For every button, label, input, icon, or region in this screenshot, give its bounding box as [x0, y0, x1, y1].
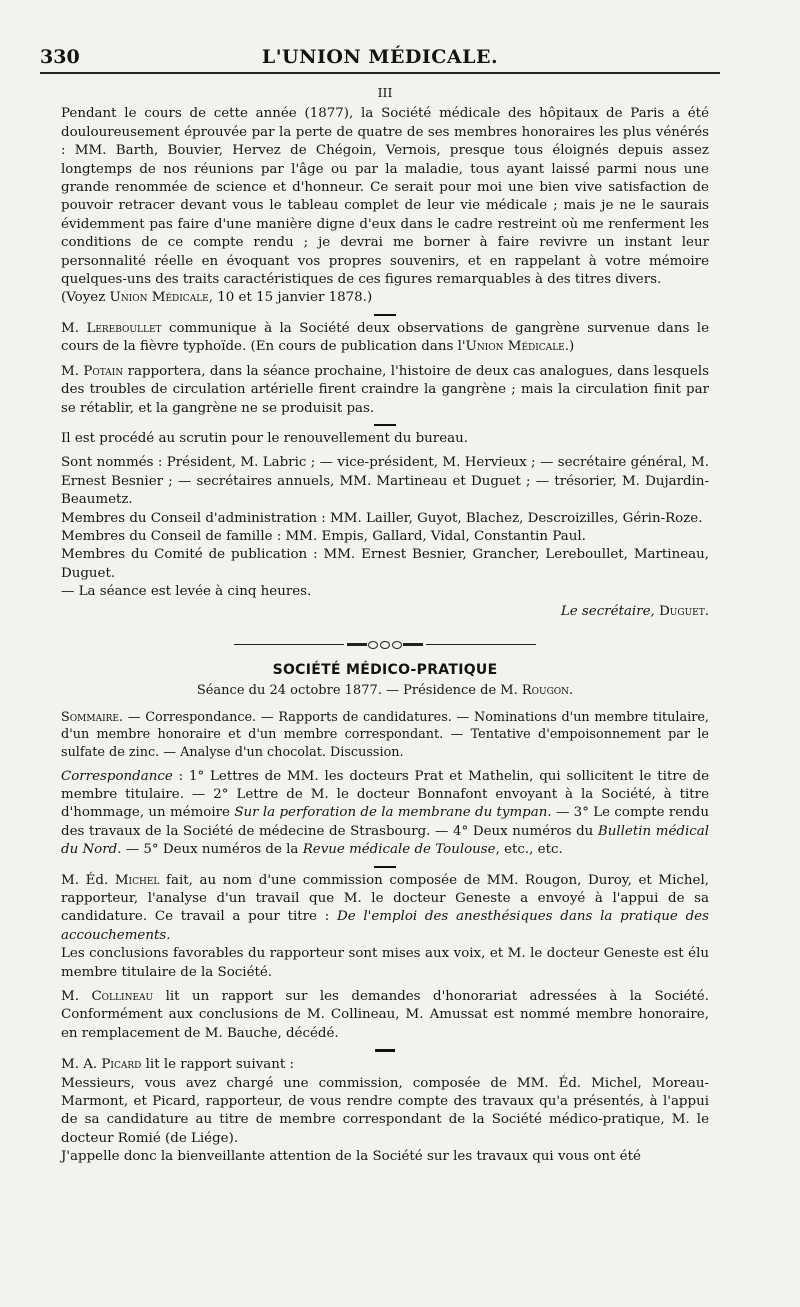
speaker-name: Potain [83, 363, 124, 379]
page-content [61, 80, 709, 1167]
paragraph-messieurs: Messieurs, vous avez chargé une commission, composée de MM. Éd. Michel, Moreau-Marmont, et Picard, rapporteur, de vous rendre compte des travaux qu'a présentés, à l'appui de sa candidature au titre de membre correspondant de la Société médico-pratique, M. le docteur Romié (de Liége). [61, 1075, 709, 1146]
session-line: Séance du 24 octobre 1877. — Présidence de M. Rougon. [196, 683, 574, 699]
correspondence-label: Correspondance [61, 768, 173, 784]
paragraph-correspondence: Correspondance : 1° Lettres de MM. les docteurs Prat et Mathelin, qui sollicitent le titre de membre titulaire. — 2° Lettre de M. le docteur Bonnafont envoyant à la Société, à titre d'hommage, un mémoire Sur la perforation de la membrane du tympan. — 3° Le compte rendu des travaux de la Société de médecine de Strasbourg. — 4° Deux numéros du Bulletin médical du Nord. — 5° Deux numéros de la Revue médicale de Toulouse, etc., etc. [61, 768, 709, 858]
paragraph-publication-committee: Membres du Comité de publication : MM. Ernest Besnier, Grancher, Lereboullet, Martineau, Duguet. [61, 547, 709, 581]
society-title: SOCIÉTÉ MÉDICO-PRATIQUE [272, 661, 498, 678]
journal-name: Union Médicale [109, 290, 209, 306]
page-header [40, 42, 720, 70]
header-rule [40, 72, 720, 74]
speaker-name: Lereboullet [86, 320, 162, 336]
running-title: L'UNION MÉDICALE. [261, 46, 499, 68]
paragraph-session-closed: — La séance est levée à cinq heures. [61, 584, 312, 600]
paragraph-see-reference: (Voyez Union Médicale, 10 et 15 janvier 1878.) [61, 290, 373, 306]
paragraph-lereboullet: M. Lereboullet communique à la Société deux observations de gangrène survenue dans le cours de la fièvre typhoïde. (En cours de publication dans l'Union Médicale.) [61, 320, 709, 355]
section-ornament [61, 641, 709, 649]
journal-name: Union Médicale [465, 339, 565, 355]
paragraph-admin-council: Membres du Conseil d'administration : MM. Lailler, Guyot, Blachez, Descroizilles, Gérin-Roze. [61, 510, 703, 526]
paragraph-collineau: M. Collineau lit un rapport sur les demandes d'honorariat adressées à la Société. Conformément aux conclusions de M. Collineau, M. Amussat est nommé membre honoraire, en remplacement de M. Bauche, décédé. [61, 989, 709, 1041]
paragraph-jappelle: J'appelle donc la bienveillante attention de la Société sur les travaux qui vous ont été [61, 1149, 641, 1165]
summary-paragraph: Sommaire. — Correspondance. — Rapports de candidatures. — Nominations d'un membre titulaire, d'un membre honoraire et d'un membre correspondant. — Tentative d'empoisonnement par le sulfate de zinc. — Analyse d'un chocolat. Discussion. [61, 709, 709, 760]
paragraph-officers: Sont nommés : Président, M. Labric ; — vice-président, M. Hervieux ; — secrétaire général, M. Ernest Besnier ; — secrétaires annuels, MM. Martineau et Duguet ; — trésorier, M. Dujardin-Beaumetz. [61, 455, 709, 508]
paragraph-hospital-society: Pendant le cours de cette année (1877), la Société médicale des hôpitaux de Paris a été douloureusement éprouvée par la perte de quatre de ses membres honoraires les plus vénérés : MM. Barth, Bouvier, Hervez de Chégoin, Vernois, presque tous éloignés depuis assez longtemps de nos réunions par l'âge ou par la maladie, tous ayant laissé parmi nous une grande renommée de science et d'honneur. Ce serait pour moi une bien vive satisfaction de pouvoir retracer devant vous le tableau complet de leur vie médicale ; mais je ne le saurais évidemment pas faire d'une manière digne d'eux dans le cadre restreint où me renferment les conditions de ce compte rendu ; je devrai me borner à faire revivre un instant leur personnalité réelle en évoquant vos propres souvenirs, et en rappelant à votre mémoire quelques-uns des traits caractéristiques de ces figures remarquables à des titres divers. [61, 106, 709, 288]
paragraph-michel: M. Éd. Michel fait, au nom d'une commission composée de MM. Rougon, Duroy, et Michel, rapporteur, l'analyse d'un travail que M. le docteur Geneste a envoyé à l'appui de sa candidature. Ce travail a pour titre : De l'emploi des anesthésiques dans la pratique des accouchements. [61, 872, 709, 943]
speaker-name: Michel [114, 872, 160, 888]
paragraph-picard: M. A. Picard lit le rapport suivant : [61, 1057, 295, 1073]
separator-rule [374, 424, 396, 426]
paragraph-conclusions: Les conclusions favorables du rapporteur sont mises aux voix, et M. le docteur Geneste est élu membre titulaire de la Société. [61, 946, 709, 980]
speaker-name: Collineau [91, 989, 154, 1005]
separator-rule [374, 314, 396, 316]
paragraph-potain: M. Potain rapportera, dans la séance prochaine, l'histoire de deux cas analogues, dans lesquels des troubles de circulation artérielle firent craindre la gangrène ; mais la circulation finit par se rétablir, et la gangrène ne se produisit pas. [61, 363, 709, 416]
secretary-signature: Le secrétaire, Duguet. [560, 603, 709, 619]
speaker-name: Picard [101, 1057, 142, 1073]
summary-label: Sommaire. [61, 709, 124, 725]
section-number: III [377, 85, 393, 100]
paragraph-family-council: Membres du Conseil de famille : MM. Empis, Gallard, Vidal, Constantin Paul. [61, 528, 586, 544]
separator-rule [375, 1049, 395, 1052]
page-number: 330 [40, 46, 80, 68]
separator-rule [374, 866, 396, 868]
paragraph-ballot: Il est procédé au scrutin pour le renouvellement du bureau. [61, 430, 468, 446]
